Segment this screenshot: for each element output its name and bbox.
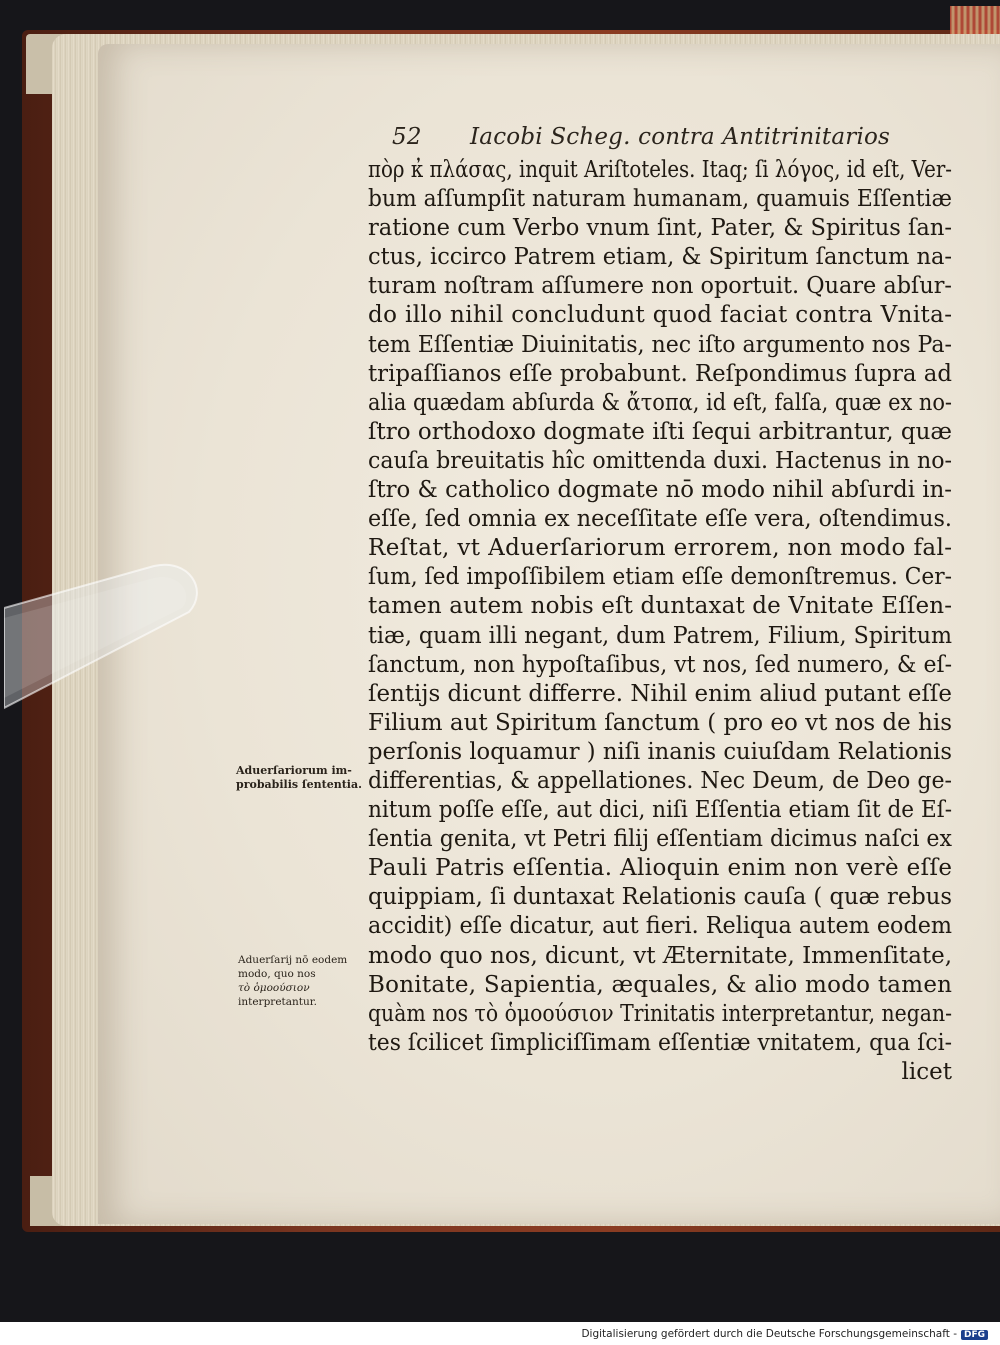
- dfg-logo: DFG: [961, 1330, 988, 1340]
- text-line: ratione cum Verbo vnum ſint, Pater, & Spiritus ſan-: [368, 215, 952, 242]
- margin-note-line: Aduerſarij nō eodem: [238, 954, 348, 966]
- text-line: πὸρ κ̓ πλάσας, inquit Ariſtoteles. Itaq; ſi λόγος, id eſt, Ver-: [368, 157, 952, 183]
- text-line: ſtro orthodoxo dogmate iſti ſequi arbitrantur, quæ: [368, 418, 952, 445]
- margin-note-line: τὸ ὁμοούσιον: [238, 982, 310, 994]
- text-line: alia quædam abſurda & ἄτοπα, id eſt, falſa, quæ ex no-: [368, 389, 952, 416]
- text-line: perſonis loquamur ) niſi inanis cuiuſdam Relationis: [368, 738, 952, 765]
- text-line: do illo nihil concludunt quod faciat contra Vnita-: [368, 302, 953, 329]
- margin-note-line: modo, quo nos: [238, 968, 316, 980]
- text-line: tripaſſianos eſſe probabunt. Reſpondimus ſupra ad: [368, 360, 952, 387]
- credit-text: Digitalisierung gefördert durch die Deutsche Forschungsgemeinschaft -: [581, 1328, 957, 1340]
- running-title: Iacobi Scheg. contra Antitrinitarios: [470, 124, 891, 150]
- margin-note-line: probabilis ſententia.: [236, 778, 362, 791]
- margin-note-homoousion: [238, 953, 347, 1009]
- running-head: [392, 124, 890, 150]
- text-line: accidit) eſſe dicatur, aut fieri. Reliqua autem eodem: [368, 913, 952, 940]
- text-line: turam noſtram aſſumere non oportuit. Quare abſur-: [368, 273, 952, 300]
- catchword: licet: [901, 1058, 952, 1085]
- text-line: Reſtat, vt Aduerſariorum errorem, non modo fal-: [368, 535, 953, 562]
- text-line: tamen autem nobis eſt duntaxat de Vnitate Eſſen-: [368, 593, 953, 620]
- margin-note-line: Aduerſariorum im-: [236, 764, 352, 777]
- text-line: ſum, ſed impoſſibilem etiam eſſe demonſtremus. Cer-: [368, 564, 952, 591]
- text-line: eſſe, ſed omnia ex neceſſitate eſſe vera, oſtendimus.: [368, 506, 952, 533]
- text-line: ſentijs dicunt differre. Nihil enim aliud putant eſſe: [368, 680, 952, 707]
- text-line: ſtro & catholico dogmate nō modo nihil abſurdi in-: [368, 477, 952, 504]
- text-line: ſanctum, non hypoſtaſibus, vt nos, ſed numero, & eſ-: [368, 651, 952, 678]
- margin-note-line: interpretantur.: [238, 996, 317, 1008]
- text-line: quippiam, ſi duntaxat Relationis cauſa ( quæ rebus: [368, 884, 952, 911]
- text-line: modo quo nos, dicunt, vt Æternitate, Immenſitate,: [368, 942, 952, 969]
- text-line: Pauli Patris eſſentia. Alioquin enim non verè eſſe: [368, 855, 953, 882]
- text-line: cauſa breuitatis hîc omittenda duxi. Hactenus in no-: [368, 447, 952, 474]
- page-number: 52: [392, 124, 422, 150]
- body-text: [368, 156, 952, 1087]
- text-line: nitum poſſe eſſe, aut dici, niſi Eſſentia etiam ſit de Eſ-: [368, 797, 952, 824]
- text-line: ſentia genita, vt Petri filij eſſentiam dicimus naſci ex: [368, 826, 952, 853]
- text-line: quàm nos τὸ ὁμοούσιον Trinitatis interpretantur, negan-: [368, 1000, 952, 1027]
- text-line: bum aſſumpſit naturam humanam, quamuis Eſſentiæ: [368, 186, 952, 213]
- text-line: Bonitate, Sapientia, æquales, & alio modo tamen: [368, 971, 953, 998]
- text-line: Filium aut Spiritum ſanctum ( pro eo vt nos de his: [368, 709, 952, 736]
- text-line: ctus, iccirco Patrem etiam, & Spiritum ſanctum na-: [368, 244, 952, 271]
- digitization-credit: [0, 1328, 988, 1340]
- text-line: tem Eſſentiæ Diuinitatis, nec iſto argumento nos Pa-: [368, 331, 952, 358]
- margin-note-adversaries: [236, 764, 362, 792]
- text-line: tes ſcilicet ſimpliciſſimam eſſentiæ vnitatem, qua ſci-: [368, 1029, 952, 1056]
- text-line: differentias, & appellationes. Nec Deum, de Deo ge-: [368, 767, 952, 794]
- text-line: tiæ, quam illi negant, dum Patrem, Filium, Spiritum: [368, 622, 952, 649]
